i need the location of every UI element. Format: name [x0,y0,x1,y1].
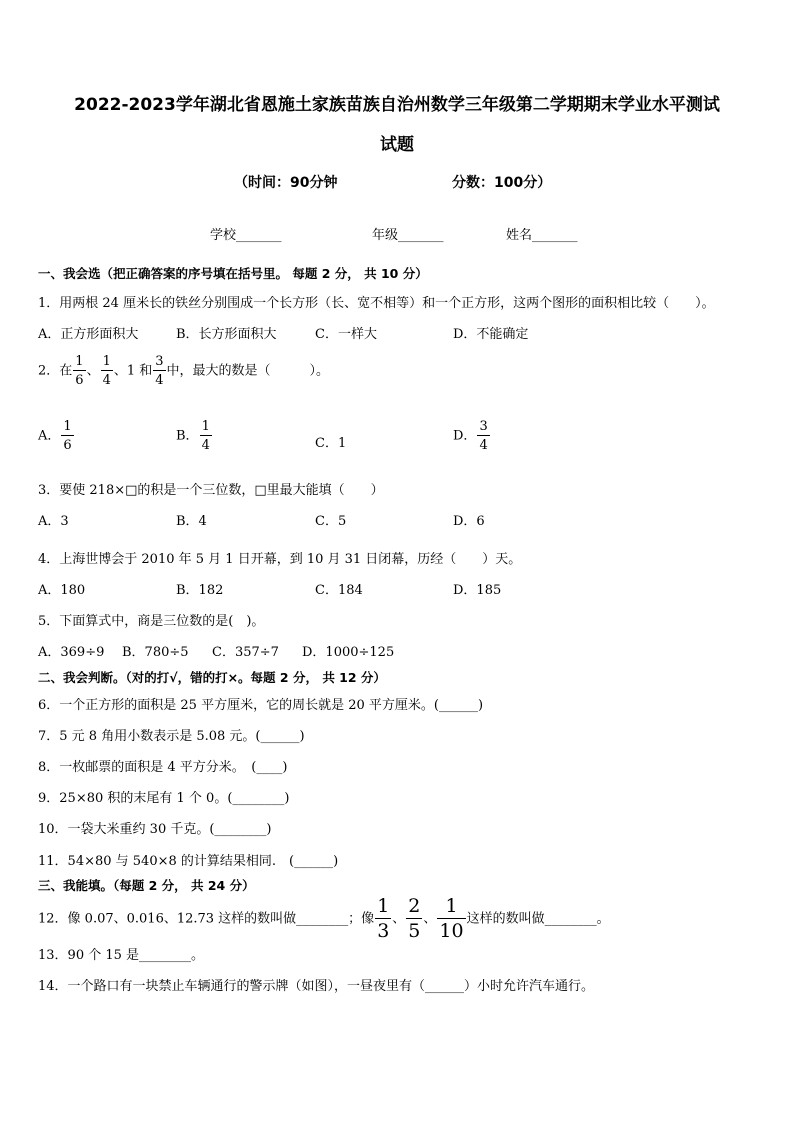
grade-field: 年级_______ [372,228,444,243]
q1-option-d: D．不能确定 [453,327,529,342]
exam-title-line1: 2022-2023学年湖北省恩施土家族苗族自治州数学三年级第二学期期末学业水平测试 [74,95,720,115]
question-14: 14．一个路口有一块禁止车辆通行的警示牌（如图），一昼夜里有（______）小时允许汽车通行。 [38,979,595,994]
q4-option-d: D．185 [453,583,502,598]
fraction-1-3: $\frac{1}{3}$ [377,895,390,942]
exam-title-line2: 试题 [380,135,414,155]
q12-prefix: 12．像 0.07、0.016、12.73 这样的数叫做________；像 [38,911,375,927]
section-2-heading: 二、我会判断。（对的打√，错的打×。每题 2 分， 共 12 分） [38,670,386,685]
q4-option-c: C．184 [315,583,363,598]
question-5: 5．下面算式中，商是三位数的是( )。 [38,614,265,629]
q5-option-b: B．780÷5 [122,645,189,660]
q4-option-a: A．180 [38,583,86,598]
section-3-heading: 三、我能填。（每题 2 分， 共 24 分） [38,878,255,893]
section-1-heading: 一、我会选（把正确答案的序号填在括号里。 每题 2 分， 共 10 分） [38,266,428,281]
school-field: 学校_______ [210,228,282,243]
q2-option-b: B． $\frac{1}{4}$ [176,419,210,453]
q2-option-a: A． $\frac{1}{6}$ [38,419,72,453]
fraction-2-5: $\frac{2}{5}$ [408,895,421,942]
fraction-1-4: $\frac{1}{4}$ [102,354,111,388]
q1-option-b: B．长方形面积大 [176,327,277,342]
question-8: 8．一枚邮票的面积是 4 平方分米。 (____) [38,760,288,775]
question-13: 13．90 个 15 是________。 [38,948,205,963]
score-label: 分数：100分） [452,175,552,191]
q12-suffix: 这样的数叫做________。 [466,911,610,927]
question-10: 10．一袋大米重约 30 千克。(________) [38,822,272,837]
q5-option-d: D．1000÷125 [302,645,395,660]
q3-option-a: A．3 [38,514,69,529]
question-3: 3．要使 218×□的积是一个三位数，□里最大能填（ ） [38,483,384,498]
q1-option-c: C．一样大 [315,327,377,342]
fraction-3-4: $\frac{3}{4}$ [155,354,164,388]
q2-prefix: 2．在 [38,363,73,379]
question-4: 4．上海世博会于 2010 年 5 月 1 日开幕，到 10 月 31 日闭幕，历经（ ）天。 [38,552,522,567]
question-6: 6．一个正方形的面积是 25 平方厘米，它的周长就是 20 平方厘米。(______) [38,698,484,713]
q5-option-a: A．369÷9 [38,645,105,660]
q3-option-c: C．5 [315,514,347,529]
q1-option-a: A．正方形面积大 [38,327,139,342]
q3-option-b: B．4 [176,514,207,529]
question-12: 12．像 0.07、0.016、12.73 这样的数叫做________；像 $\frac{1}{3}$ 、 $\frac{2}{5}$ 、 $\frac{1}{10}$ 这样的数叫做________。 [38,895,610,942]
question-2: 2．在 $\frac{1}{6}$ 、 $\frac{1}{4}$ 、1 和 $\frac{3}{4}$ 中，最大的数是（ ）。 [38,354,330,388]
question-7: 7．5 元 8 角用小数表示是 5.08 元。(______) [38,729,305,744]
q2-option-c: C．1 [315,436,347,451]
q4-option-b: B．182 [176,583,224,598]
q3-option-d: D．6 [453,514,485,529]
fraction-1-6: $\frac{1}{6}$ [75,354,84,388]
name-field: 姓名_______ [506,228,578,243]
question-11: 11．54×80 与 540×8 的计算结果相同. (______) [38,854,339,869]
q5-option-c: C．357÷7 [212,645,279,660]
question-1: 1．用两根 24 厘米长的铁丝分别围成一个长方形（长、宽不相等）和一个正方形，这两个图形的面积相比较（ ）。 [38,296,715,311]
fraction-1-10: $\frac{1}{10}$ [439,895,464,942]
q2-option-d: D． $\frac{3}{4}$ [453,419,488,453]
q2-suffix: 中，最大的数是（ ）。 [166,363,330,379]
time-label: （时间：90分钟 [234,175,338,191]
question-9: 9．25×80 积的末尾有 1 个 0。(________) [38,791,290,806]
